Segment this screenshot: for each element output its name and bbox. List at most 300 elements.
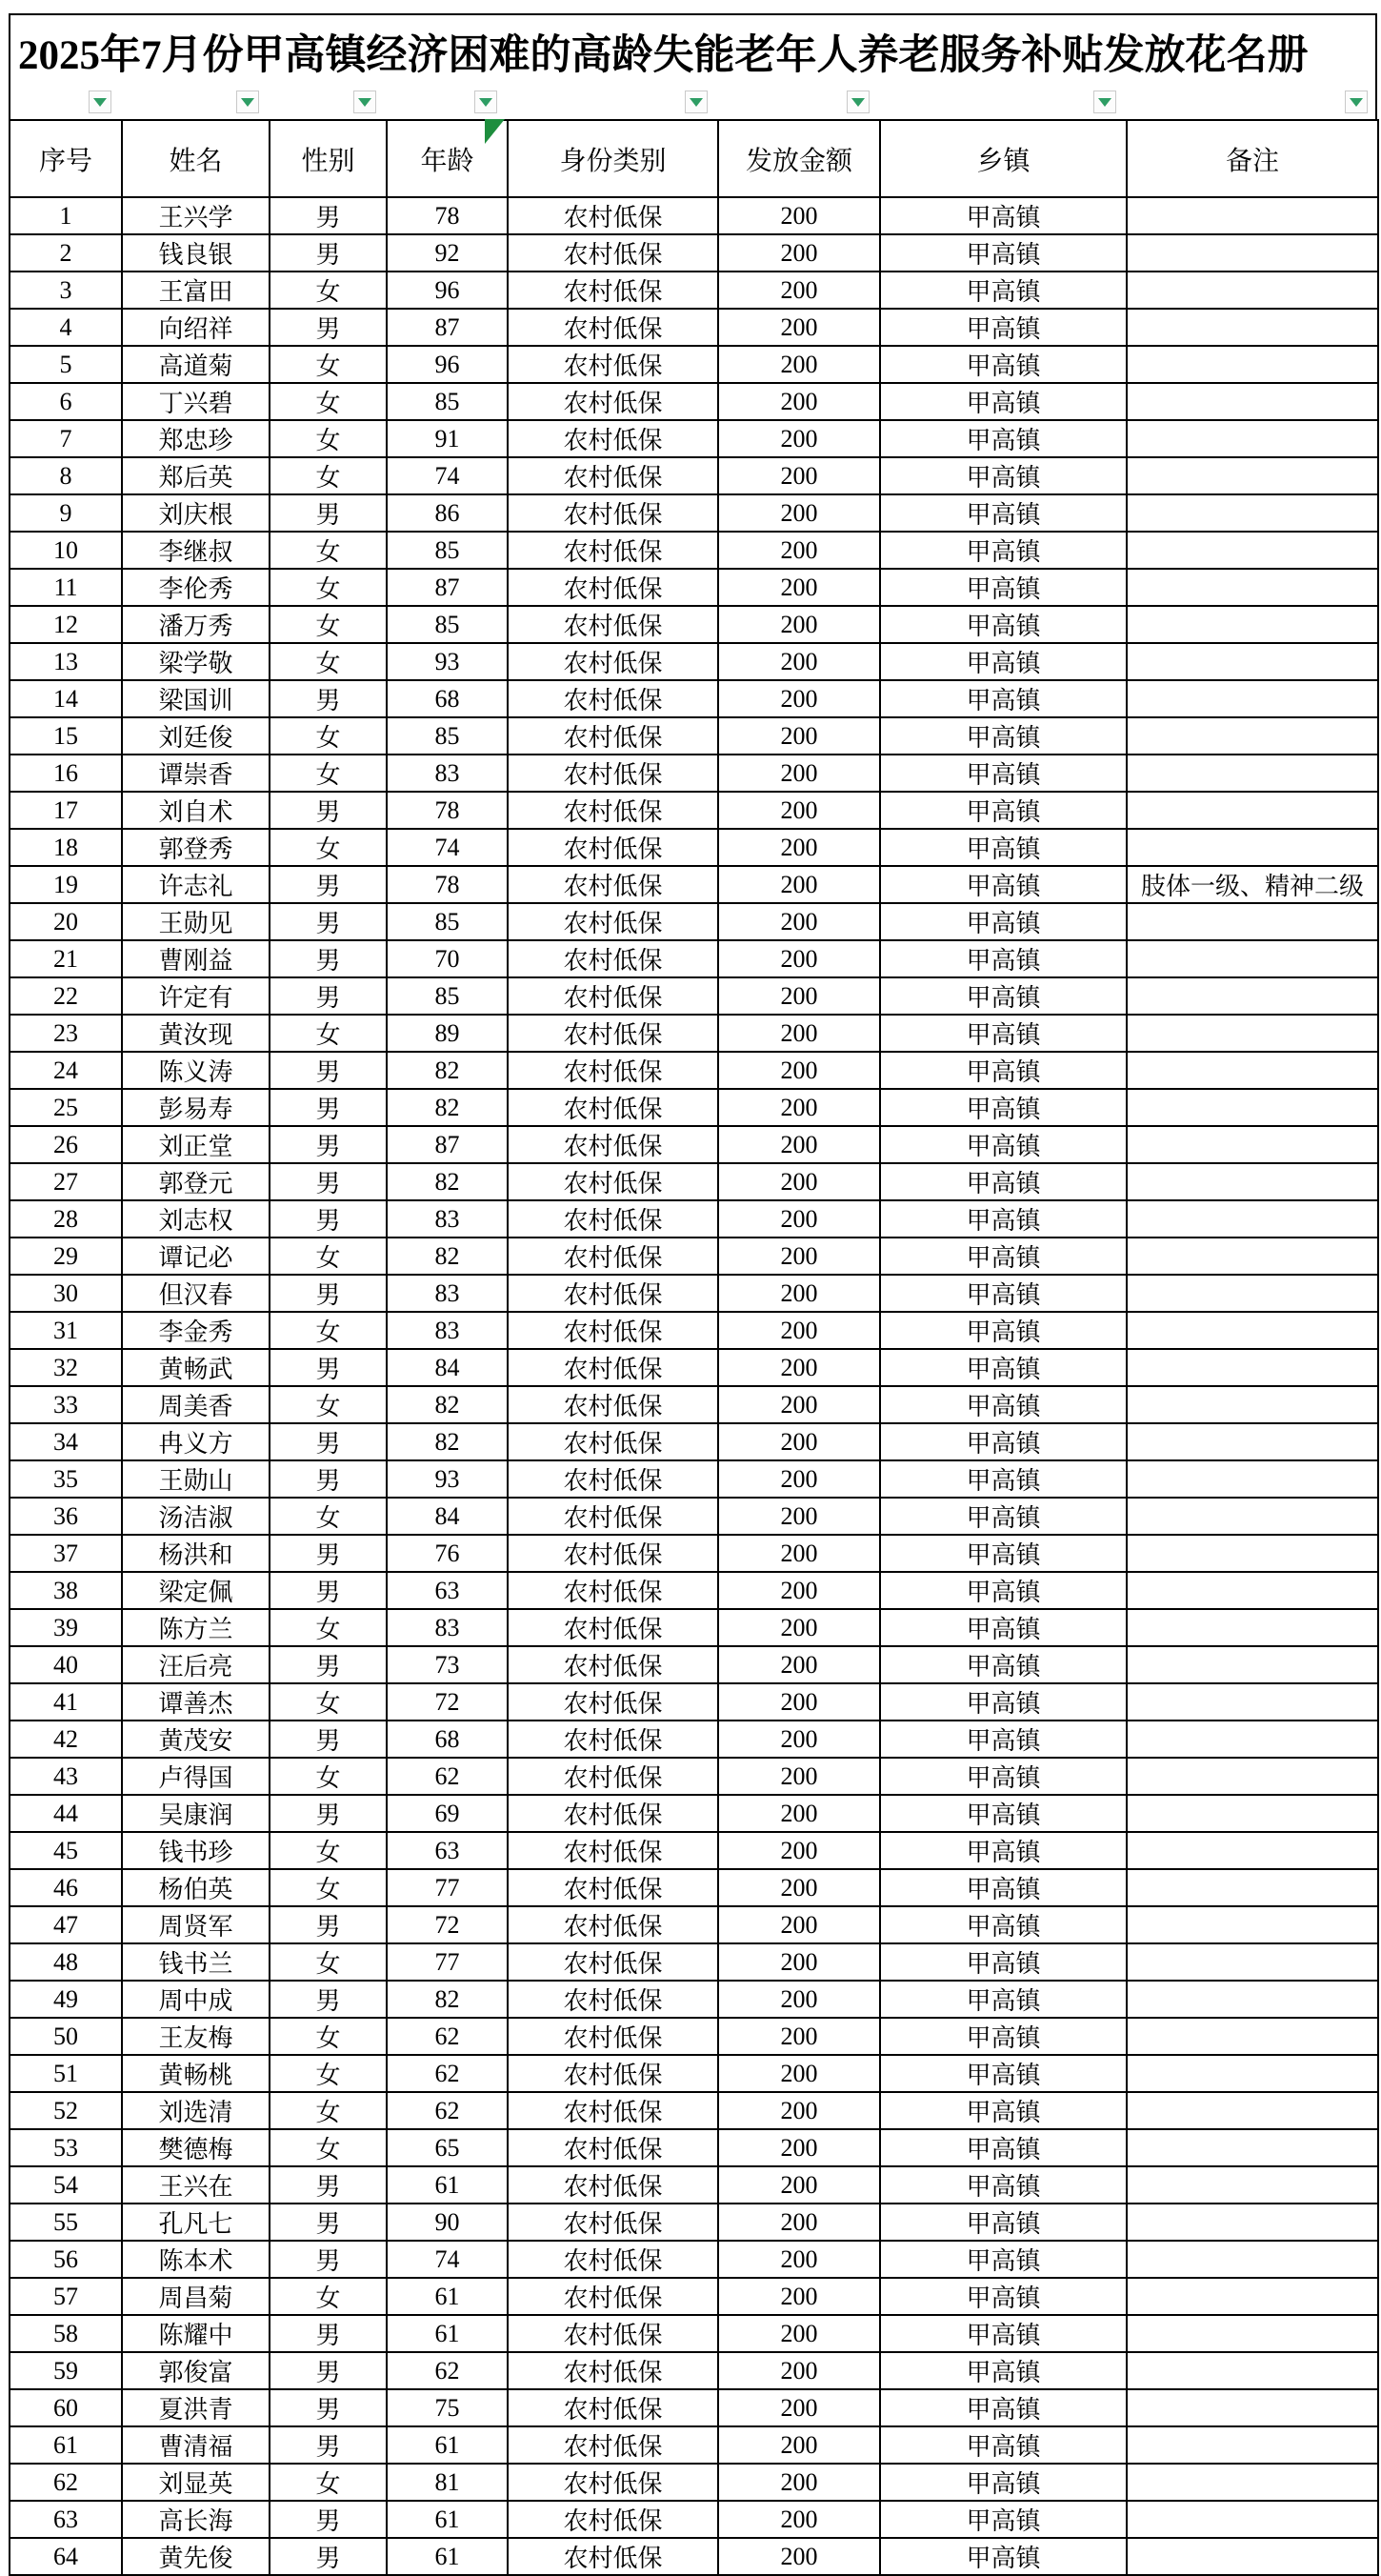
cell-gender[interactable]: 男 bbox=[270, 2538, 387, 2575]
cell-township[interactable]: 甲高镇 bbox=[880, 2501, 1127, 2538]
cell-note[interactable] bbox=[1127, 1052, 1378, 1089]
cell-category[interactable]: 农村低保 bbox=[508, 903, 718, 940]
cell-amount[interactable]: 200 bbox=[718, 1609, 880, 1646]
cell-note[interactable] bbox=[1127, 532, 1378, 569]
cell-note[interactable] bbox=[1127, 2464, 1378, 2501]
cell-gender[interactable]: 女 bbox=[270, 1832, 387, 1869]
cell-township[interactable]: 甲高镇 bbox=[880, 2129, 1127, 2166]
cell-age[interactable]: 62 bbox=[387, 2018, 508, 2055]
cell-township[interactable]: 甲高镇 bbox=[880, 1126, 1127, 1163]
cell-name[interactable]: 王勋见 bbox=[122, 903, 270, 940]
cell-amount[interactable]: 200 bbox=[718, 383, 880, 420]
cell-gender[interactable]: 女 bbox=[270, 1758, 387, 1795]
cell-no[interactable]: 21 bbox=[10, 940, 122, 977]
cell-age[interactable]: 77 bbox=[387, 1869, 508, 1906]
cell-age[interactable]: 69 bbox=[387, 1795, 508, 1832]
cell-name[interactable]: 陈本术 bbox=[122, 2241, 270, 2278]
cell-no[interactable]: 17 bbox=[10, 792, 122, 829]
cell-gender[interactable]: 男 bbox=[270, 309, 387, 346]
cell-note[interactable] bbox=[1127, 1089, 1378, 1126]
cell-note[interactable] bbox=[1127, 1721, 1378, 1758]
cell-gender[interactable]: 女 bbox=[270, 1943, 387, 1981]
cell-gender[interactable]: 女 bbox=[270, 755, 387, 792]
cell-amount[interactable]: 200 bbox=[718, 1423, 880, 1460]
cell-amount[interactable]: 200 bbox=[718, 2092, 880, 2129]
cell-age[interactable]: 68 bbox=[387, 680, 508, 717]
cell-no[interactable]: 11 bbox=[10, 569, 122, 606]
cell-gender[interactable]: 男 bbox=[270, 1906, 387, 1943]
cell-age[interactable]: 63 bbox=[387, 1572, 508, 1609]
cell-age[interactable]: 74 bbox=[387, 2241, 508, 2278]
cell-township[interactable]: 甲高镇 bbox=[880, 755, 1127, 792]
cell-name[interactable]: 卢得国 bbox=[122, 1758, 270, 1795]
cell-category[interactable]: 农村低保 bbox=[508, 1721, 718, 1758]
cell-township[interactable]: 甲高镇 bbox=[880, 1275, 1127, 1312]
cell-amount[interactable]: 200 bbox=[718, 2426, 880, 2464]
cell-gender[interactable]: 女 bbox=[270, 346, 387, 383]
cell-age[interactable]: 61 bbox=[387, 2278, 508, 2315]
cell-category[interactable]: 农村低保 bbox=[508, 1832, 718, 1869]
cell-name[interactable]: 梁定佩 bbox=[122, 1572, 270, 1609]
cell-note[interactable] bbox=[1127, 1312, 1378, 1349]
cell-age[interactable]: 83 bbox=[387, 1609, 508, 1646]
cell-amount[interactable]: 200 bbox=[718, 1052, 880, 1089]
cell-township[interactable]: 甲高镇 bbox=[880, 457, 1127, 494]
cell-no[interactable]: 63 bbox=[10, 2501, 122, 2538]
cell-name[interactable]: 潘万秀 bbox=[122, 606, 270, 643]
cell-age[interactable]: 92 bbox=[387, 234, 508, 272]
cell-township[interactable]: 甲高镇 bbox=[880, 1795, 1127, 1832]
cell-no[interactable]: 46 bbox=[10, 1869, 122, 1906]
cell-name[interactable]: 刘廷俊 bbox=[122, 717, 270, 755]
cell-note[interactable] bbox=[1127, 1683, 1378, 1721]
cell-amount[interactable]: 200 bbox=[718, 309, 880, 346]
cell-amount[interactable]: 200 bbox=[718, 1275, 880, 1312]
cell-note[interactable] bbox=[1127, 1943, 1378, 1981]
cell-gender[interactable]: 男 bbox=[270, 234, 387, 272]
cell-amount[interactable]: 200 bbox=[718, 2018, 880, 2055]
cell-name[interactable]: 刘显英 bbox=[122, 2464, 270, 2501]
cell-name[interactable]: 郭俊富 bbox=[122, 2352, 270, 2389]
cell-name[interactable]: 李伦秀 bbox=[122, 569, 270, 606]
cell-name[interactable]: 向绍祥 bbox=[122, 309, 270, 346]
cell-category[interactable]: 农村低保 bbox=[508, 1312, 718, 1349]
cell-amount[interactable]: 200 bbox=[718, 643, 880, 680]
cell-note[interactable] bbox=[1127, 197, 1378, 234]
cell-no[interactable]: 4 bbox=[10, 309, 122, 346]
cell-note[interactable]: 肢体一级、精神二级 bbox=[1127, 866, 1378, 903]
cell-gender[interactable]: 男 bbox=[270, 1349, 387, 1386]
cell-name[interactable]: 谭崇香 bbox=[122, 755, 270, 792]
cell-no[interactable]: 7 bbox=[10, 420, 122, 457]
cell-township[interactable]: 甲高镇 bbox=[880, 1089, 1127, 1126]
cell-no[interactable]: 42 bbox=[10, 1721, 122, 1758]
cell-gender[interactable]: 男 bbox=[270, 2166, 387, 2204]
cell-category[interactable]: 农村低保 bbox=[508, 606, 718, 643]
cell-name[interactable]: 王兴学 bbox=[122, 197, 270, 234]
cell-category[interactable]: 农村低保 bbox=[508, 866, 718, 903]
cell-township[interactable]: 甲高镇 bbox=[880, 903, 1127, 940]
cell-township[interactable]: 甲高镇 bbox=[880, 2204, 1127, 2241]
cell-name[interactable]: 杨洪和 bbox=[122, 1535, 270, 1572]
cell-name[interactable]: 但汉春 bbox=[122, 1275, 270, 1312]
cell-gender[interactable]: 女 bbox=[270, 383, 387, 420]
cell-gender[interactable]: 女 bbox=[270, 532, 387, 569]
cell-gender[interactable]: 女 bbox=[270, 420, 387, 457]
cell-age[interactable]: 73 bbox=[387, 1646, 508, 1683]
cell-age[interactable]: 82 bbox=[387, 1052, 508, 1089]
cell-amount[interactable]: 200 bbox=[718, 1981, 880, 2018]
cell-note[interactable] bbox=[1127, 272, 1378, 309]
cell-amount[interactable]: 200 bbox=[718, 1200, 880, 1238]
cell-gender[interactable]: 男 bbox=[270, 197, 387, 234]
cell-age[interactable]: 68 bbox=[387, 1721, 508, 1758]
cell-age[interactable]: 96 bbox=[387, 346, 508, 383]
cell-name[interactable]: 陈耀中 bbox=[122, 2315, 270, 2352]
cell-note[interactable] bbox=[1127, 940, 1378, 977]
cell-name[interactable]: 曹清福 bbox=[122, 2426, 270, 2464]
cell-gender[interactable]: 女 bbox=[270, 1609, 387, 1646]
cell-category[interactable]: 农村低保 bbox=[508, 1609, 718, 1646]
cell-category[interactable]: 农村低保 bbox=[508, 2055, 718, 2092]
cell-township[interactable]: 甲高镇 bbox=[880, 2092, 1127, 2129]
cell-no[interactable]: 32 bbox=[10, 1349, 122, 1386]
cell-category[interactable]: 农村低保 bbox=[508, 420, 718, 457]
cell-category[interactable]: 农村低保 bbox=[508, 717, 718, 755]
cell-township[interactable]: 甲高镇 bbox=[880, 1349, 1127, 1386]
cell-name[interactable]: 王友梅 bbox=[122, 2018, 270, 2055]
cell-amount[interactable]: 200 bbox=[718, 606, 880, 643]
cell-note[interactable] bbox=[1127, 309, 1378, 346]
cell-category[interactable]: 农村低保 bbox=[508, 2389, 718, 2426]
cell-township[interactable]: 甲高镇 bbox=[880, 1312, 1127, 1349]
cell-note[interactable] bbox=[1127, 1200, 1378, 1238]
cell-age[interactable]: 90 bbox=[387, 2204, 508, 2241]
cell-age[interactable]: 78 bbox=[387, 866, 508, 903]
cell-age[interactable]: 72 bbox=[387, 1683, 508, 1721]
cell-name[interactable]: 郭登元 bbox=[122, 1163, 270, 1200]
cell-no[interactable]: 25 bbox=[10, 1089, 122, 1126]
cell-no[interactable]: 49 bbox=[10, 1981, 122, 2018]
cell-age[interactable]: 85 bbox=[387, 383, 508, 420]
cell-age[interactable]: 78 bbox=[387, 792, 508, 829]
column-header[interactable]: 乡镇 bbox=[880, 120, 1127, 197]
cell-gender[interactable]: 男 bbox=[270, 1052, 387, 1089]
cell-name[interactable]: 高长海 bbox=[122, 2501, 270, 2538]
cell-category[interactable]: 农村低保 bbox=[508, 532, 718, 569]
cell-name[interactable]: 黄畅桃 bbox=[122, 2055, 270, 2092]
cell-amount[interactable]: 200 bbox=[718, 2315, 880, 2352]
cell-category[interactable]: 农村低保 bbox=[508, 383, 718, 420]
cell-category[interactable]: 农村低保 bbox=[508, 2278, 718, 2315]
cell-gender[interactable]: 男 bbox=[270, 680, 387, 717]
cell-note[interactable] bbox=[1127, 420, 1378, 457]
cell-age[interactable]: 84 bbox=[387, 1349, 508, 1386]
cell-note[interactable] bbox=[1127, 1015, 1378, 1052]
cell-age[interactable]: 87 bbox=[387, 309, 508, 346]
cell-note[interactable] bbox=[1127, 792, 1378, 829]
cell-age[interactable]: 74 bbox=[387, 457, 508, 494]
cell-gender[interactable]: 男 bbox=[270, 2204, 387, 2241]
cell-note[interactable] bbox=[1127, 2055, 1378, 2092]
cell-name[interactable]: 孔凡七 bbox=[122, 2204, 270, 2241]
cell-name[interactable]: 黄茂安 bbox=[122, 1721, 270, 1758]
cell-no[interactable]: 60 bbox=[10, 2389, 122, 2426]
cell-age[interactable]: 74 bbox=[387, 829, 508, 866]
cell-township[interactable]: 甲高镇 bbox=[880, 346, 1127, 383]
cell-no[interactable]: 45 bbox=[10, 1832, 122, 1869]
cell-age[interactable]: 75 bbox=[387, 2389, 508, 2426]
cell-name[interactable]: 樊德梅 bbox=[122, 2129, 270, 2166]
cell-no[interactable]: 33 bbox=[10, 1386, 122, 1423]
cell-category[interactable]: 农村低保 bbox=[508, 1126, 718, 1163]
cell-name[interactable]: 周贤军 bbox=[122, 1906, 270, 1943]
cell-amount[interactable]: 200 bbox=[718, 680, 880, 717]
cell-age[interactable]: 82 bbox=[387, 1981, 508, 2018]
cell-age[interactable]: 81 bbox=[387, 2464, 508, 2501]
column-header[interactable]: 发放金额 bbox=[718, 120, 880, 197]
cell-note[interactable] bbox=[1127, 1423, 1378, 1460]
cell-amount[interactable]: 200 bbox=[718, 977, 880, 1015]
cell-amount[interactable]: 200 bbox=[718, 1498, 880, 1535]
cell-township[interactable]: 甲高镇 bbox=[880, 197, 1127, 234]
cell-township[interactable]: 甲高镇 bbox=[880, 1460, 1127, 1498]
cell-township[interactable]: 甲高镇 bbox=[880, 1981, 1127, 2018]
cell-category[interactable]: 农村低保 bbox=[508, 680, 718, 717]
cell-no[interactable]: 10 bbox=[10, 532, 122, 569]
cell-name[interactable]: 周昌菊 bbox=[122, 2278, 270, 2315]
cell-gender[interactable]: 女 bbox=[270, 272, 387, 309]
cell-township[interactable]: 甲高镇 bbox=[880, 1832, 1127, 1869]
cell-note[interactable] bbox=[1127, 2018, 1378, 2055]
cell-name[interactable]: 谭记必 bbox=[122, 1238, 270, 1275]
cell-category[interactable]: 农村低保 bbox=[508, 1498, 718, 1535]
cell-amount[interactable]: 200 bbox=[718, 1832, 880, 1869]
cell-no[interactable]: 5 bbox=[10, 346, 122, 383]
cell-name[interactable]: 谭善杰 bbox=[122, 1683, 270, 1721]
cell-township[interactable]: 甲高镇 bbox=[880, 420, 1127, 457]
cell-township[interactable]: 甲高镇 bbox=[880, 1609, 1127, 1646]
cell-note[interactable] bbox=[1127, 234, 1378, 272]
cell-amount[interactable]: 200 bbox=[718, 1238, 880, 1275]
cell-age[interactable]: 82 bbox=[387, 1089, 508, 1126]
cell-age[interactable]: 82 bbox=[387, 1238, 508, 1275]
cell-gender[interactable]: 男 bbox=[270, 940, 387, 977]
cell-category[interactable]: 农村低保 bbox=[508, 1015, 718, 1052]
cell-note[interactable] bbox=[1127, 346, 1378, 383]
cell-township[interactable]: 甲高镇 bbox=[880, 2241, 1127, 2278]
cell-name[interactable]: 汤洁淑 bbox=[122, 1498, 270, 1535]
cell-township[interactable]: 甲高镇 bbox=[880, 2018, 1127, 2055]
cell-category[interactable]: 农村低保 bbox=[508, 792, 718, 829]
cell-amount[interactable]: 200 bbox=[718, 1721, 880, 1758]
cell-no[interactable]: 19 bbox=[10, 866, 122, 903]
cell-name[interactable]: 丁兴碧 bbox=[122, 383, 270, 420]
cell-age[interactable]: 63 bbox=[387, 1832, 508, 1869]
cell-name[interactable]: 周中成 bbox=[122, 1981, 270, 2018]
cell-name[interactable]: 李金秀 bbox=[122, 1312, 270, 1349]
cell-no[interactable]: 62 bbox=[10, 2464, 122, 2501]
cell-note[interactable] bbox=[1127, 1981, 1378, 2018]
cell-no[interactable]: 38 bbox=[10, 1572, 122, 1609]
cell-no[interactable]: 14 bbox=[10, 680, 122, 717]
cell-no[interactable]: 57 bbox=[10, 2278, 122, 2315]
cell-township[interactable]: 甲高镇 bbox=[880, 494, 1127, 532]
cell-township[interactable]: 甲高镇 bbox=[880, 1200, 1127, 1238]
cell-gender[interactable]: 男 bbox=[270, 866, 387, 903]
cell-amount[interactable]: 200 bbox=[718, 2129, 880, 2166]
cell-category[interactable]: 农村低保 bbox=[508, 1460, 718, 1498]
cell-amount[interactable]: 200 bbox=[718, 903, 880, 940]
cell-amount[interactable]: 200 bbox=[718, 234, 880, 272]
cell-township[interactable]: 甲高镇 bbox=[880, 792, 1127, 829]
cell-note[interactable] bbox=[1127, 2538, 1378, 2575]
cell-age[interactable]: 82 bbox=[387, 1386, 508, 1423]
cell-category[interactable]: 农村低保 bbox=[508, 309, 718, 346]
cell-township[interactable]: 甲高镇 bbox=[880, 234, 1127, 272]
cell-amount[interactable]: 200 bbox=[718, 1535, 880, 1572]
cell-note[interactable] bbox=[1127, 1758, 1378, 1795]
cell-gender[interactable]: 男 bbox=[270, 1646, 387, 1683]
cell-name[interactable]: 王兴在 bbox=[122, 2166, 270, 2204]
cell-category[interactable]: 农村低保 bbox=[508, 1758, 718, 1795]
cell-township[interactable]: 甲高镇 bbox=[880, 680, 1127, 717]
cell-category[interactable]: 农村低保 bbox=[508, 197, 718, 234]
cell-name[interactable]: 周美香 bbox=[122, 1386, 270, 1423]
cell-name[interactable]: 冉义方 bbox=[122, 1423, 270, 1460]
cell-note[interactable] bbox=[1127, 2278, 1378, 2315]
column-header[interactable]: 年龄 bbox=[387, 120, 508, 197]
cell-category[interactable]: 农村低保 bbox=[508, 1646, 718, 1683]
cell-category[interactable]: 农村低保 bbox=[508, 1869, 718, 1906]
cell-note[interactable] bbox=[1127, 2241, 1378, 2278]
cell-township[interactable]: 甲高镇 bbox=[880, 1758, 1127, 1795]
cell-gender[interactable]: 女 bbox=[270, 829, 387, 866]
cell-no[interactable]: 36 bbox=[10, 1498, 122, 1535]
cell-gender[interactable]: 男 bbox=[270, 2426, 387, 2464]
cell-no[interactable]: 13 bbox=[10, 643, 122, 680]
cell-gender[interactable]: 女 bbox=[270, 643, 387, 680]
cell-gender[interactable]: 女 bbox=[270, 1238, 387, 1275]
cell-amount[interactable]: 200 bbox=[718, 197, 880, 234]
cell-township[interactable]: 甲高镇 bbox=[880, 1163, 1127, 1200]
cell-category[interactable]: 农村低保 bbox=[508, 2204, 718, 2241]
cell-category[interactable]: 农村低保 bbox=[508, 1275, 718, 1312]
cell-gender[interactable]: 男 bbox=[270, 1089, 387, 1126]
filter-dropdown-button[interactable] bbox=[1345, 91, 1368, 113]
cell-age[interactable]: 93 bbox=[387, 1460, 508, 1498]
cell-township[interactable]: 甲高镇 bbox=[880, 2315, 1127, 2352]
cell-amount[interactable]: 200 bbox=[718, 532, 880, 569]
cell-category[interactable]: 农村低保 bbox=[508, 2352, 718, 2389]
cell-name[interactable]: 黄畅武 bbox=[122, 1349, 270, 1386]
cell-name[interactable]: 刘选清 bbox=[122, 2092, 270, 2129]
cell-township[interactable]: 甲高镇 bbox=[880, 829, 1127, 866]
cell-name[interactable]: 杨伯英 bbox=[122, 1869, 270, 1906]
cell-note[interactable] bbox=[1127, 457, 1378, 494]
cell-note[interactable] bbox=[1127, 2204, 1378, 2241]
cell-no[interactable]: 48 bbox=[10, 1943, 122, 1981]
cell-no[interactable]: 51 bbox=[10, 2055, 122, 2092]
cell-gender[interactable]: 男 bbox=[270, 1795, 387, 1832]
cell-amount[interactable]: 200 bbox=[718, 717, 880, 755]
cell-age[interactable]: 83 bbox=[387, 755, 508, 792]
cell-no[interactable]: 20 bbox=[10, 903, 122, 940]
cell-gender[interactable]: 男 bbox=[270, 1981, 387, 2018]
cell-no[interactable]: 37 bbox=[10, 1535, 122, 1572]
cell-category[interactable]: 农村低保 bbox=[508, 2538, 718, 2575]
cell-gender[interactable]: 男 bbox=[270, 494, 387, 532]
cell-no[interactable]: 47 bbox=[10, 1906, 122, 1943]
cell-no[interactable]: 26 bbox=[10, 1126, 122, 1163]
cell-age[interactable]: 61 bbox=[387, 2315, 508, 2352]
cell-age[interactable]: 84 bbox=[387, 1498, 508, 1535]
cell-age[interactable]: 93 bbox=[387, 643, 508, 680]
cell-township[interactable]: 甲高镇 bbox=[880, 2055, 1127, 2092]
cell-category[interactable]: 农村低保 bbox=[508, 1943, 718, 1981]
cell-gender[interactable]: 女 bbox=[270, 1015, 387, 1052]
cell-name[interactable]: 刘庆根 bbox=[122, 494, 270, 532]
cell-no[interactable]: 31 bbox=[10, 1312, 122, 1349]
cell-amount[interactable]: 200 bbox=[718, 2464, 880, 2501]
cell-gender[interactable]: 男 bbox=[270, 2501, 387, 2538]
cell-age[interactable]: 77 bbox=[387, 1943, 508, 1981]
cell-no[interactable]: 50 bbox=[10, 2018, 122, 2055]
column-header[interactable]: 序号 bbox=[10, 120, 122, 197]
cell-note[interactable] bbox=[1127, 1498, 1378, 1535]
cell-gender[interactable]: 女 bbox=[270, 2129, 387, 2166]
cell-gender[interactable]: 女 bbox=[270, 717, 387, 755]
cell-name[interactable]: 刘志权 bbox=[122, 1200, 270, 1238]
cell-category[interactable]: 农村低保 bbox=[508, 829, 718, 866]
cell-no[interactable]: 41 bbox=[10, 1683, 122, 1721]
cell-age[interactable]: 85 bbox=[387, 977, 508, 1015]
cell-note[interactable] bbox=[1127, 2352, 1378, 2389]
cell-name[interactable]: 刘正堂 bbox=[122, 1126, 270, 1163]
cell-no[interactable]: 27 bbox=[10, 1163, 122, 1200]
filter-dropdown-button[interactable] bbox=[847, 91, 870, 113]
cell-township[interactable]: 甲高镇 bbox=[880, 532, 1127, 569]
cell-township[interactable]: 甲高镇 bbox=[880, 1572, 1127, 1609]
cell-amount[interactable]: 200 bbox=[718, 1126, 880, 1163]
cell-amount[interactable]: 200 bbox=[718, 829, 880, 866]
cell-note[interactable] bbox=[1127, 1349, 1378, 1386]
cell-gender[interactable]: 男 bbox=[270, 1721, 387, 1758]
cell-no[interactable]: 2 bbox=[10, 234, 122, 272]
cell-category[interactable]: 农村低保 bbox=[508, 1349, 718, 1386]
cell-gender[interactable]: 女 bbox=[270, 569, 387, 606]
cell-gender[interactable]: 女 bbox=[270, 2018, 387, 2055]
cell-amount[interactable]: 200 bbox=[718, 494, 880, 532]
cell-township[interactable]: 甲高镇 bbox=[880, 2464, 1127, 2501]
cell-category[interactable]: 农村低保 bbox=[508, 346, 718, 383]
column-header[interactable]: 备注 bbox=[1127, 120, 1378, 197]
cell-age[interactable]: 65 bbox=[387, 2129, 508, 2166]
cell-age[interactable]: 62 bbox=[387, 1758, 508, 1795]
cell-amount[interactable]: 200 bbox=[718, 2352, 880, 2389]
cell-category[interactable]: 农村低保 bbox=[508, 1535, 718, 1572]
cell-amount[interactable]: 200 bbox=[718, 2204, 880, 2241]
cell-age[interactable]: 83 bbox=[387, 1275, 508, 1312]
cell-note[interactable] bbox=[1127, 383, 1378, 420]
cell-category[interactable]: 农村低保 bbox=[508, 940, 718, 977]
cell-age[interactable]: 85 bbox=[387, 532, 508, 569]
cell-name[interactable]: 许定有 bbox=[122, 977, 270, 1015]
cell-category[interactable]: 农村低保 bbox=[508, 643, 718, 680]
cell-note[interactable] bbox=[1127, 2501, 1378, 2538]
cell-category[interactable]: 农村低保 bbox=[508, 2018, 718, 2055]
cell-amount[interactable]: 200 bbox=[718, 1386, 880, 1423]
